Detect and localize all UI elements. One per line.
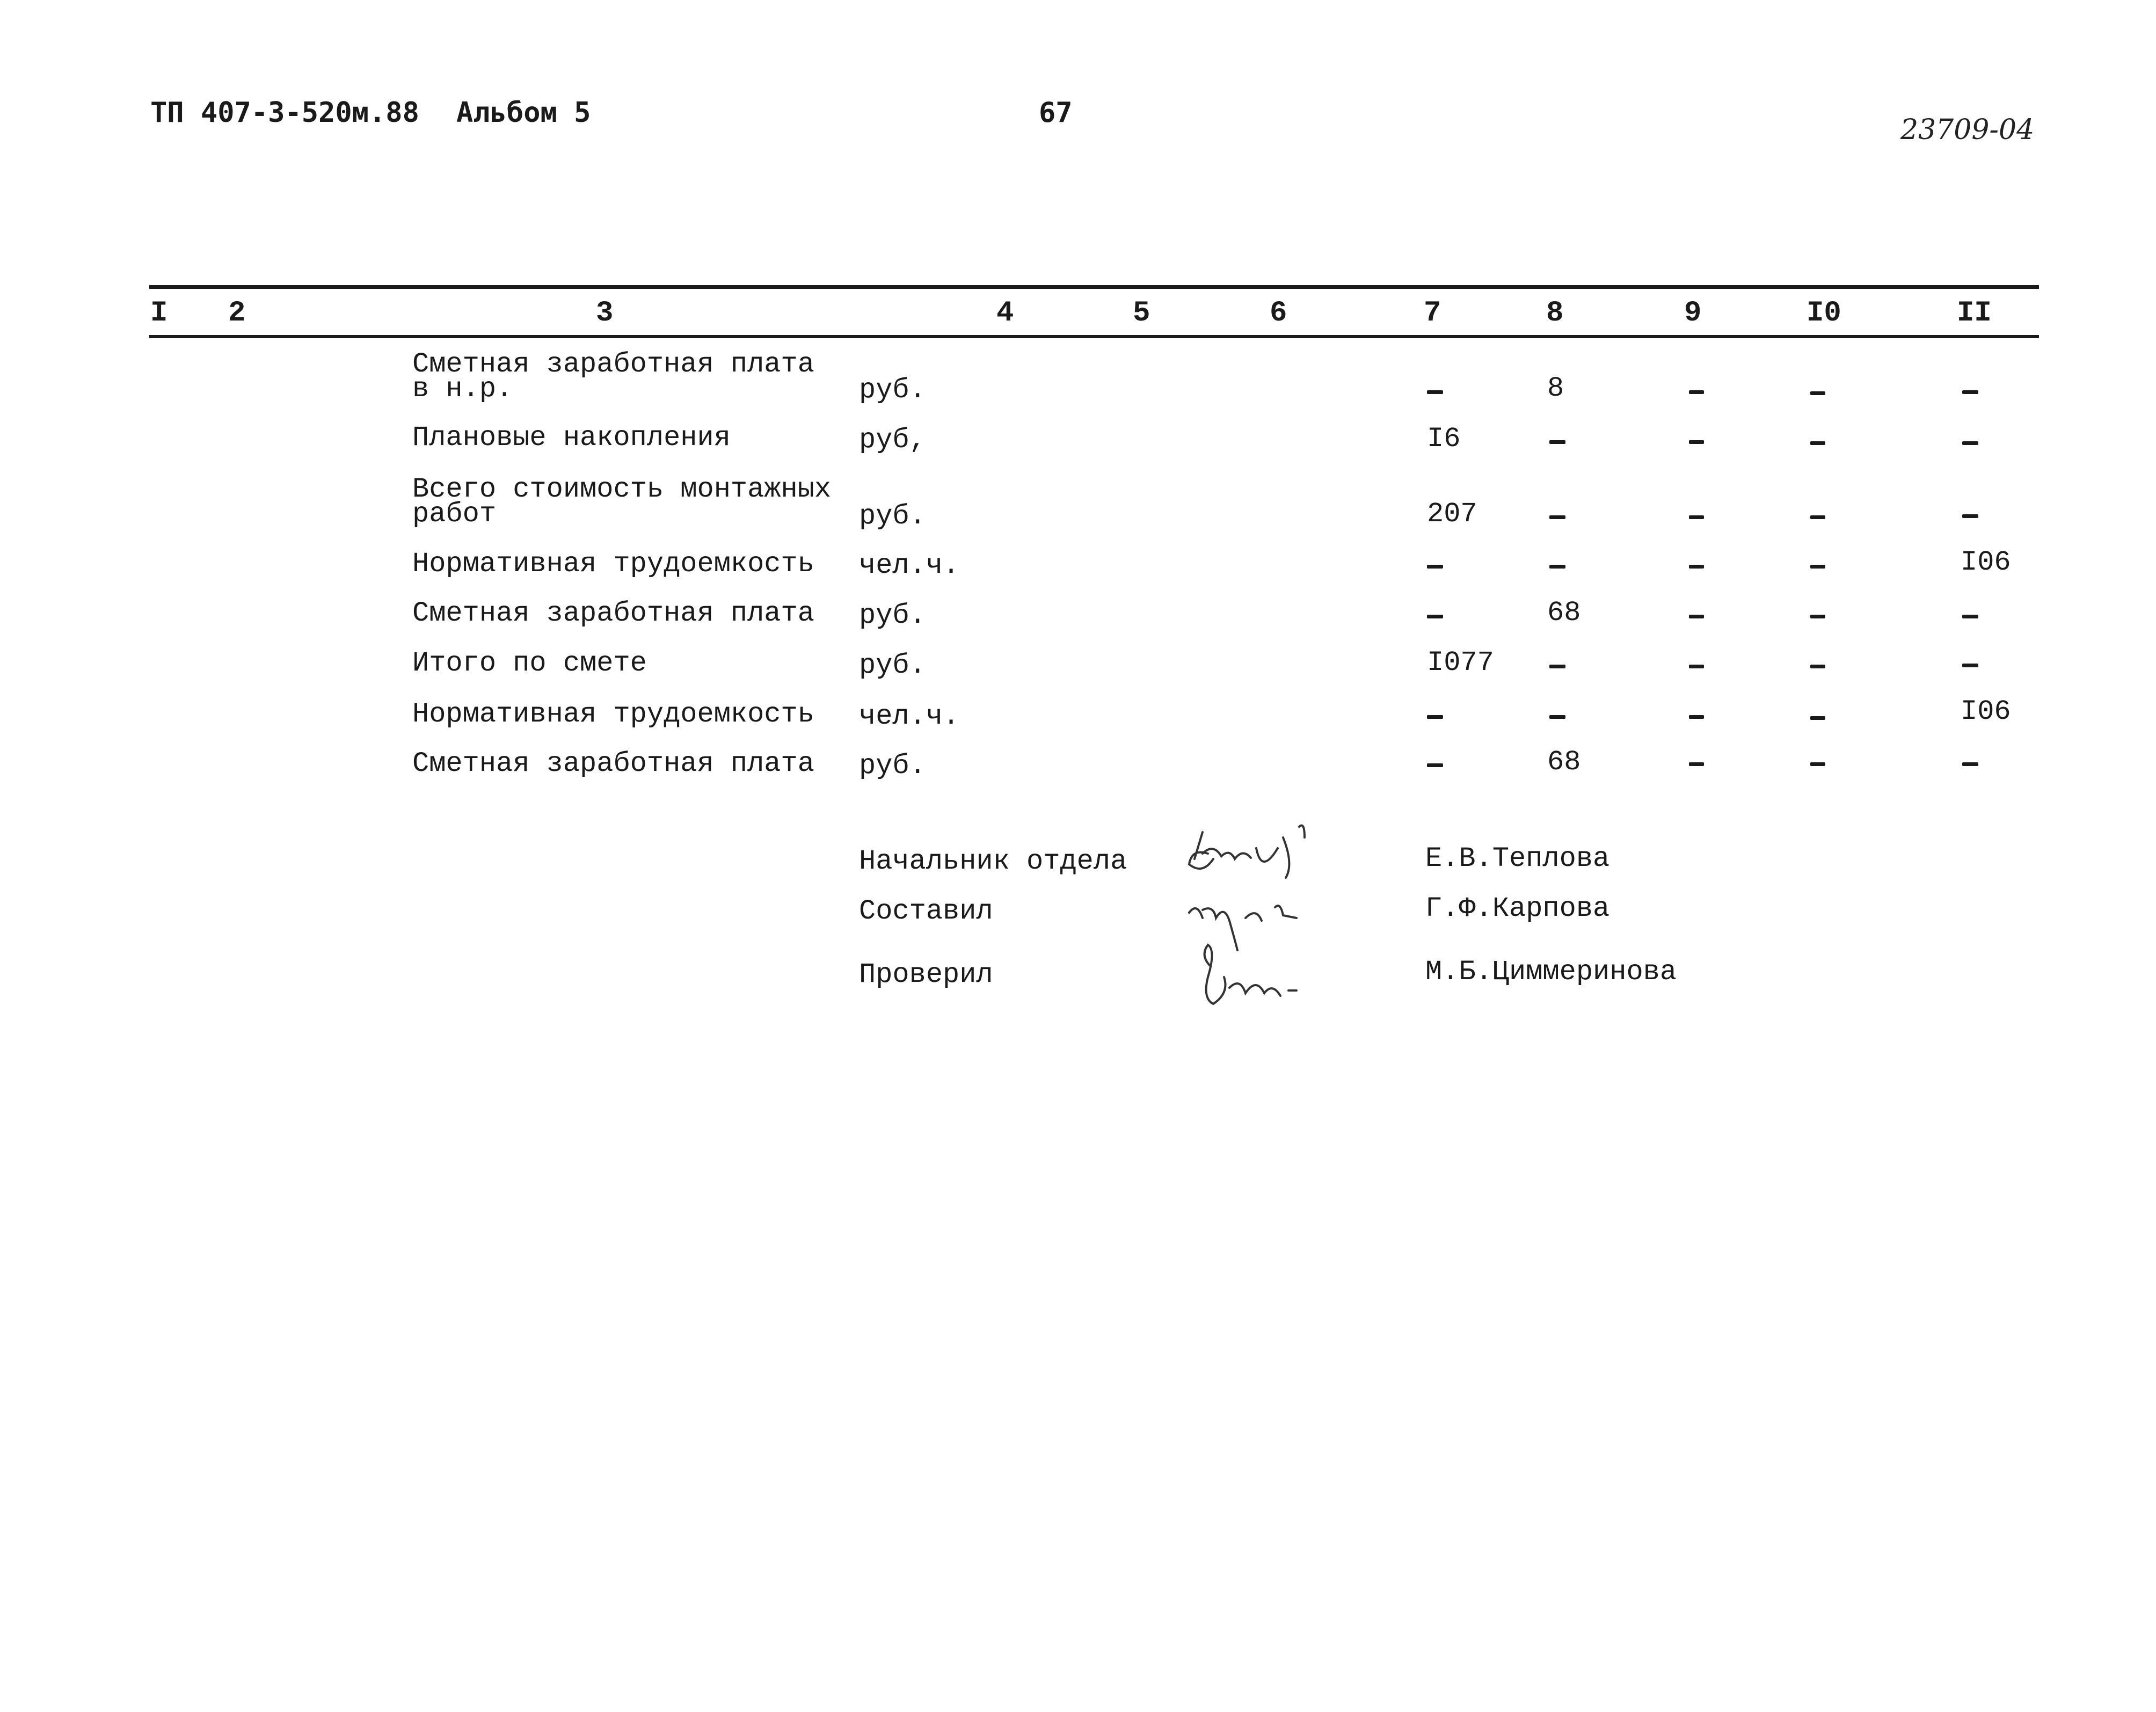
column-number-4: 4 <box>996 297 1014 330</box>
signature-name: Г.Ф.Карпова <box>1425 893 1610 924</box>
table-header-rule <box>149 335 2039 338</box>
column-number-9: 9 <box>1684 297 1702 330</box>
row-name-line2: работ <box>412 498 497 530</box>
row-c7-dash <box>1427 615 1443 618</box>
row-name-line1: Итого по смете <box>412 647 647 679</box>
row-name-line1: Сметная заработная плата <box>412 348 814 380</box>
row-c11-dash <box>1962 664 1978 667</box>
row-c7-dash <box>1427 390 1443 394</box>
row-unit: руб. <box>859 500 926 532</box>
row-c9-dash <box>1689 762 1704 766</box>
row-c9-dash <box>1689 665 1704 668</box>
row-c10-dash <box>1810 565 1825 569</box>
row-name-line2: в н.р. <box>412 373 513 405</box>
row-name-line1: Нормативная трудоемкость <box>412 548 814 580</box>
row-c8-dash <box>1549 565 1565 569</box>
signature-role: Составил <box>859 895 993 927</box>
row-c10-dash <box>1810 391 1825 395</box>
signature-role: Проверил <box>859 959 993 990</box>
row-c9-dash <box>1689 515 1704 519</box>
row-c10-dash <box>1810 665 1825 668</box>
column-number-1: I <box>150 297 168 330</box>
row-name-line1: Сметная заработная плата <box>412 598 814 629</box>
row-c9-dash <box>1689 565 1704 569</box>
row-c8: 68 <box>1547 746 1581 778</box>
row-c11-dash <box>1962 615 1978 618</box>
column-number-5: 5 <box>1133 297 1150 330</box>
row-c7-dash <box>1427 763 1443 767</box>
column-number-10: I0 <box>1807 297 1841 330</box>
signature-role: Начальник отдела <box>859 846 1127 877</box>
row-c9-dash <box>1689 440 1704 444</box>
row-name-line1: Сметная заработная плата <box>412 748 814 779</box>
row-c10-dash <box>1810 515 1825 519</box>
album-label: Альбом 5 <box>456 97 591 129</box>
row-c8-dash <box>1549 515 1565 519</box>
row-c7: I6 <box>1427 423 1461 455</box>
table-top-rule <box>149 285 2039 289</box>
row-c9-dash <box>1689 390 1704 394</box>
row-c7-dash <box>1427 565 1443 569</box>
row-c7-dash <box>1427 715 1443 719</box>
row-c11-dash <box>1962 514 1978 518</box>
row-unit: руб. <box>859 750 926 782</box>
row-unit: чел.ч. <box>859 701 960 732</box>
row-c8: 8 <box>1547 373 1564 404</box>
row-c11: I06 <box>1961 547 2011 578</box>
row-c11-dash <box>1962 390 1978 394</box>
document-code: ТП 407-3-520м.88 <box>150 97 419 129</box>
row-unit: руб. <box>859 374 926 406</box>
row-c10-dash <box>1810 615 1825 618</box>
column-number-11: II <box>1957 297 1992 330</box>
row-unit: руб. <box>859 650 926 681</box>
row-c11-dash <box>1962 441 1978 445</box>
column-number-2: 2 <box>228 297 246 330</box>
handwritten-signatures-image <box>1170 816 1342 1020</box>
column-number-6: 6 <box>1270 297 1287 330</box>
row-name-line1: Нормативная трудоемкость <box>412 698 814 730</box>
row-name-line1: Плановые накопления <box>412 422 731 454</box>
signature-name: Е.В.Теплова <box>1425 843 1610 875</box>
row-c8-dash <box>1549 715 1565 719</box>
column-number-8: 8 <box>1546 297 1564 330</box>
row-c7: 207 <box>1427 498 1477 530</box>
row-c9-dash <box>1689 715 1704 719</box>
row-c8-dash <box>1549 665 1565 668</box>
column-number-3: 3 <box>596 297 614 330</box>
row-name-line1: Всего стоимость монтажных <box>412 473 832 505</box>
inventory-number: 23709-04 <box>1900 114 2035 146</box>
row-unit: руб. <box>859 600 926 631</box>
row-c8: 68 <box>1547 597 1581 629</box>
row-c10-dash <box>1810 716 1825 720</box>
row-c7: I077 <box>1427 647 1494 679</box>
row-unit: чел.ч. <box>859 550 960 581</box>
row-c8-dash <box>1549 440 1565 444</box>
row-c9-dash <box>1689 615 1704 618</box>
row-c11-dash <box>1962 762 1978 766</box>
signature-name: М.Б.Циммеринова <box>1425 956 1677 988</box>
row-c10-dash <box>1810 441 1825 445</box>
column-number-7: 7 <box>1424 297 1441 330</box>
row-unit: руб, <box>859 424 926 456</box>
page-number: 67 <box>1039 97 1073 129</box>
row-c11: I06 <box>1961 696 2011 727</box>
row-c10-dash <box>1810 762 1825 766</box>
